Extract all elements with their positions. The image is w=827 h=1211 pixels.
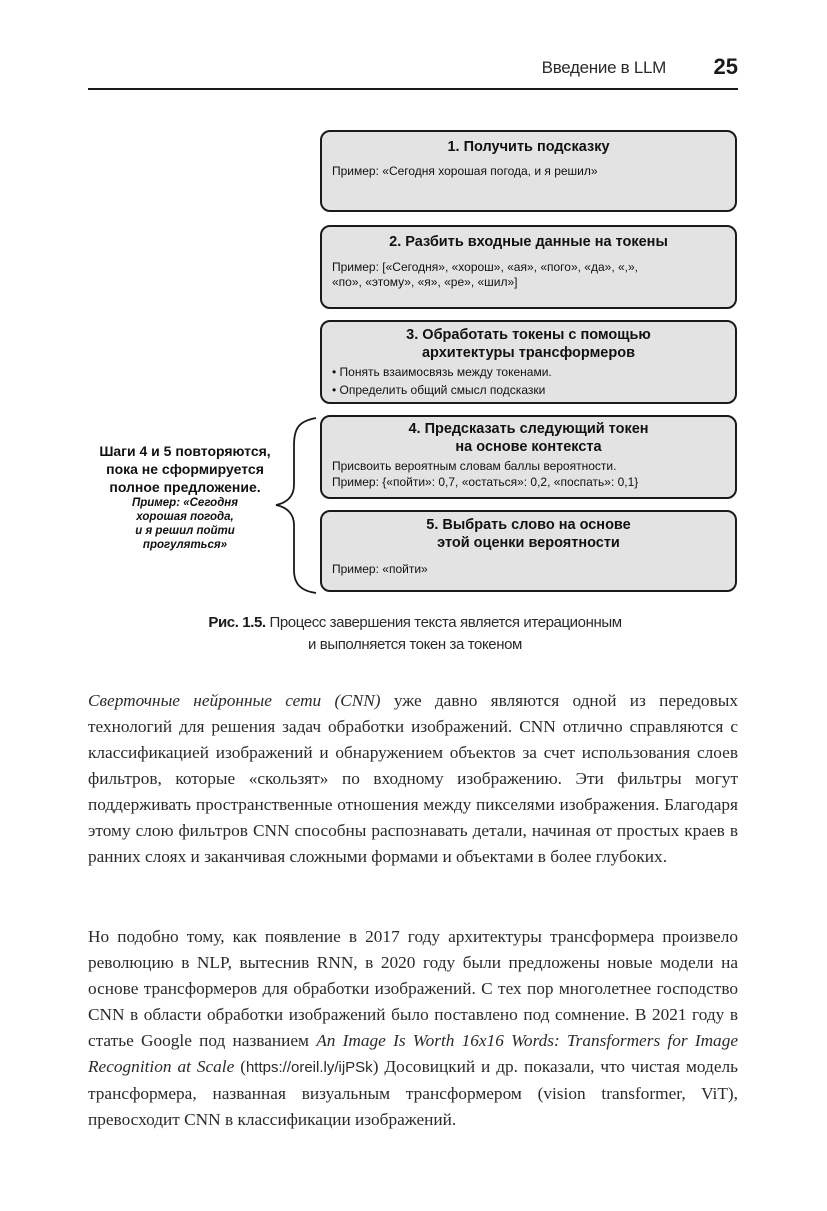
- step-title: [322, 233, 735, 251]
- bullet-item: • Определить общий смысл подсказки: [332, 381, 725, 399]
- note-line: хорошая погода,: [136, 511, 234, 523]
- step-title-line: 2. Разбить входные данные на токены: [389, 234, 668, 250]
- step-bullet-list: [322, 363, 735, 399]
- step-box-4: [320, 415, 737, 499]
- repeat-note: [80, 442, 290, 552]
- note-line: полное предложение.: [109, 479, 261, 495]
- note-line: и я решил пойти: [135, 525, 235, 537]
- step-body: [322, 260, 735, 290]
- page-number: 25: [713, 54, 738, 79]
- step-body-line: Пример: «Сегодня хорошая погода, и я решил»: [332, 164, 598, 178]
- paragraph-text: уже давно являются одной из передовых технологий для решения задач обработки изображений. CNN отлично справляются с классификацией изображений и обнаружением объектов за счет использования слоев фильтров, которые «скользят» по входному изображению. Эти фильтры могут поддерживать пространственные отношения между пикселями изображения. Благодаря этому слою фильтров CNN способны распознавать детали, начиная от простых краев в ранних слоях и заканчивая сложными формами и объектами в более глубоких.: [88, 691, 738, 866]
- step-title-line: архитектуры трансформеров: [421, 345, 636, 361]
- note-line: Пример: «Сегодня: [131, 497, 239, 509]
- step-body-line: Пример: «пойти»: [332, 562, 428, 576]
- step-box-2: [320, 225, 737, 309]
- step-title: [322, 138, 735, 156]
- paragraph-cnn: [88, 688, 738, 870]
- chapter-title: Введение в LLM: [541, 58, 666, 77]
- figure-caption: [150, 612, 680, 656]
- note-line: Шаги 4 и 5 повторяются,: [99, 443, 271, 459]
- bullet-item: • Понять взаимосвязь между токенами.: [332, 363, 725, 381]
- paragraph-text: Досовицкий и др. показали, что чистая модель трансформера, названная визуальным трансформером (vision transformer, ViT), превосходит CNN в классификации изображений.: [88, 1057, 738, 1129]
- step-body: [322, 164, 735, 179]
- paper-link[interactable]: https://oreil.ly/ijPSk: [245, 1059, 373, 1076]
- step-title-line: этой оценки вероятности: [437, 535, 620, 551]
- step-body: [322, 562, 735, 577]
- step-title-line: 5. Выбрать слово на основе: [426, 517, 631, 533]
- step-body-line: «по», «этому», «я», «ре», «шил»]: [332, 275, 518, 289]
- caption-text: Процесс завершения текста является итерационным: [269, 614, 622, 631]
- step-body-line: Присвоить вероятным словам баллы вероятности.: [332, 459, 617, 473]
- step-box-1: [320, 130, 737, 212]
- caption-label: Рис. 1.5.: [208, 614, 266, 631]
- step-title: [322, 516, 735, 552]
- step-title: [322, 326, 735, 362]
- step-body-line: Пример: {«пойти»: 0,7, «остаться»: 0,2, «поспать»: 0,1}: [332, 475, 639, 489]
- step-title-line: 4. Предсказать следующий токен: [408, 421, 649, 437]
- step-title: [322, 420, 735, 456]
- step-title-line: на основе контекста: [455, 439, 602, 455]
- paragraph-text: Но подобно тому, как появление в 2017 году архитектуры трансформера произвело революцию в NLP, вытеснив RNN, в 2020 году были предложены новые модели на основе трансформеров для обработки изображений. С тех пор многолетнее господство CNN в области обработки изображений было поставлено под сомнение. В 2021 году в статье Google под названием: [88, 927, 738, 1050]
- step-body: [322, 458, 735, 490]
- note-line: прогуляться»: [142, 539, 228, 551]
- term-cnn: Сверточные нейронные сети (CNN): [88, 691, 381, 710]
- paper-title: An Image Is Worth 16x16 Words: Transformers for Image Recognition at Scale: [88, 1031, 738, 1076]
- repeat-note-main: [80, 442, 290, 496]
- caption-text: и выполняется токен за токеном: [308, 636, 522, 653]
- paragraph-vit: [88, 924, 738, 1133]
- step-title-line: 3. Обработать токены с помощью: [406, 327, 651, 343]
- step-box-5: [320, 510, 737, 592]
- step-box-3: [320, 320, 737, 404]
- step-body-line: Пример: [«Сегодня», «хорош», «ая», «пого», «да», «,»,: [332, 260, 639, 274]
- note-line: пока не сформируется: [106, 461, 264, 477]
- paren-open: (: [234, 1057, 246, 1076]
- step-title-line: 1. Получить подсказку: [447, 139, 610, 155]
- paren-close: ): [372, 1057, 379, 1076]
- repeat-note-example: [80, 496, 290, 552]
